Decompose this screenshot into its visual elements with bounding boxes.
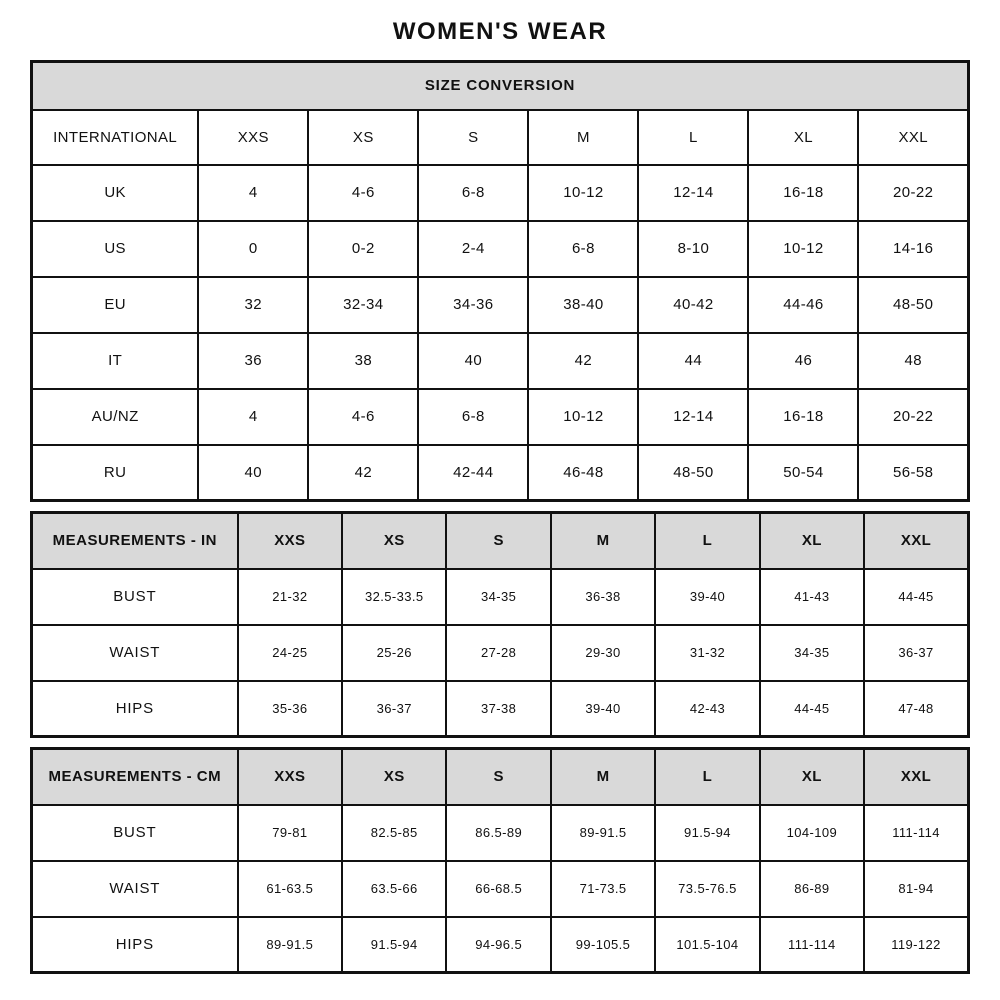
measurements-in-table	[30, 511, 970, 738]
size-column-header: M	[551, 749, 655, 805]
value-cell: 66-68.5	[446, 861, 550, 917]
value-cell: 111-114	[864, 805, 968, 861]
table-row	[32, 221, 969, 277]
value-cell: 99-105.5	[551, 917, 655, 973]
value-cell: 86.5-89	[446, 805, 550, 861]
value-cell: 89-91.5	[551, 805, 655, 861]
table-label-header: MEASUREMENTS - IN	[32, 513, 238, 569]
value-cell: 2-4	[418, 221, 528, 277]
value-cell: 73.5-76.5	[655, 861, 759, 917]
value-cell: 40	[418, 333, 528, 389]
row-label: WAIST	[32, 861, 238, 917]
value-cell: 91.5-94	[342, 917, 446, 973]
value-cell: 42-44	[418, 445, 528, 501]
value-cell: 14-16	[858, 221, 968, 277]
measurements-cm-header-row	[32, 749, 969, 805]
value-cell: 38	[308, 333, 418, 389]
value-cell: 48	[858, 333, 968, 389]
row-label: IT	[32, 333, 199, 389]
table-row	[32, 277, 969, 333]
value-cell: 32.5-33.5	[342, 569, 446, 625]
size-column-header: XL	[760, 513, 864, 569]
value-cell: 10-12	[748, 221, 858, 277]
size-column-header: S	[446, 513, 550, 569]
value-cell: 46	[748, 333, 858, 389]
value-cell: 48-50	[638, 445, 748, 501]
size-column-header: XXS	[198, 110, 308, 165]
value-cell: 91.5-94	[655, 805, 759, 861]
value-cell: 44-45	[760, 681, 864, 737]
row-label: BUST	[32, 569, 238, 625]
row-label: HIPS	[32, 681, 238, 737]
value-cell: 12-14	[638, 165, 748, 221]
value-cell: 61-63.5	[238, 861, 342, 917]
size-column-header: XXS	[238, 513, 342, 569]
value-cell: 104-109	[760, 805, 864, 861]
value-cell: 41-43	[760, 569, 864, 625]
value-cell: 20-22	[858, 389, 968, 445]
page-title: WOMEN'S WEAR	[392, 18, 608, 45]
value-cell: 10-12	[528, 389, 638, 445]
value-cell: 56-58	[858, 445, 968, 501]
row-label: US	[32, 221, 199, 277]
value-cell: 31-32	[655, 625, 759, 681]
value-cell: 32	[198, 277, 308, 333]
value-cell: 36	[198, 333, 308, 389]
size-conversion-banner-row	[32, 62, 969, 110]
value-cell: 36-37	[864, 625, 968, 681]
table-row	[32, 165, 969, 221]
size-column-header: XL	[760, 749, 864, 805]
value-cell: 6-8	[418, 389, 528, 445]
value-cell: 86-89	[760, 861, 864, 917]
value-cell: 4	[198, 389, 308, 445]
value-cell: 34-35	[760, 625, 864, 681]
measurements-in-header-row	[32, 513, 969, 569]
value-cell: 12-14	[638, 389, 748, 445]
row-label: EU	[32, 277, 199, 333]
value-cell: 6-8	[528, 221, 638, 277]
size-column-header: XS	[308, 110, 418, 165]
value-cell: 16-18	[748, 389, 858, 445]
value-cell: 40	[198, 445, 308, 501]
table-label-header: INTERNATIONAL	[32, 110, 199, 165]
value-cell: 10-12	[528, 165, 638, 221]
value-cell: 79-81	[238, 805, 342, 861]
value-cell: 34-36	[418, 277, 528, 333]
value-cell: 44-46	[748, 277, 858, 333]
value-cell: 119-122	[864, 917, 968, 973]
value-cell: 81-94	[864, 861, 968, 917]
value-cell: 6-8	[418, 165, 528, 221]
value-cell: 32-34	[308, 277, 418, 333]
table-row	[32, 805, 969, 861]
value-cell: 34-35	[446, 569, 550, 625]
table-row	[32, 917, 969, 973]
value-cell: 37-38	[446, 681, 550, 737]
value-cell: 21-32	[238, 569, 342, 625]
value-cell: 4	[198, 165, 308, 221]
measurements-cm-table	[30, 747, 970, 974]
value-cell: 20-22	[858, 165, 968, 221]
value-cell: 44-45	[864, 569, 968, 625]
table-row	[32, 625, 969, 681]
size-column-header: XXL	[864, 749, 968, 805]
value-cell: 39-40	[551, 681, 655, 737]
value-cell: 38-40	[528, 277, 638, 333]
value-cell: 16-18	[748, 165, 858, 221]
size-column-header: XL	[748, 110, 858, 165]
table-row	[32, 861, 969, 917]
value-cell: 48-50	[858, 277, 968, 333]
value-cell: 47-48	[864, 681, 968, 737]
size-column-header: XXS	[238, 749, 342, 805]
value-cell: 63.5-66	[342, 861, 446, 917]
value-cell: 111-114	[760, 917, 864, 973]
row-label: UK	[32, 165, 199, 221]
value-cell: 36-37	[342, 681, 446, 737]
row-label: WAIST	[32, 625, 238, 681]
size-column-header: L	[638, 110, 748, 165]
value-cell: 42	[308, 445, 418, 501]
size-conversion-banner: SIZE CONVERSION	[32, 62, 969, 110]
size-column-header: XXL	[864, 513, 968, 569]
row-label: BUST	[32, 805, 238, 861]
value-cell: 27-28	[446, 625, 550, 681]
row-label: HIPS	[32, 917, 238, 973]
value-cell: 4-6	[308, 165, 418, 221]
value-cell: 44	[638, 333, 748, 389]
row-label: AU/NZ	[32, 389, 199, 445]
value-cell: 0	[198, 221, 308, 277]
size-column-header: XXL	[858, 110, 968, 165]
row-label: RU	[32, 445, 199, 501]
value-cell: 42-43	[655, 681, 759, 737]
value-cell: 89-91.5	[238, 917, 342, 973]
size-column-header: XS	[342, 513, 446, 569]
size-column-header: XS	[342, 749, 446, 805]
table-row	[32, 333, 969, 389]
value-cell: 24-25	[238, 625, 342, 681]
value-cell: 94-96.5	[446, 917, 550, 973]
value-cell: 0-2	[308, 221, 418, 277]
size-column-header: M	[528, 110, 638, 165]
value-cell: 29-30	[551, 625, 655, 681]
value-cell: 101.5-104	[655, 917, 759, 973]
table-row	[32, 389, 969, 445]
value-cell: 35-36	[238, 681, 342, 737]
table-label-header: MEASUREMENTS - CM	[32, 749, 238, 805]
table-row	[32, 569, 969, 625]
size-conversion-table	[30, 60, 970, 502]
value-cell: 46-48	[528, 445, 638, 501]
value-cell: 82.5-85	[342, 805, 446, 861]
value-cell: 4-6	[308, 389, 418, 445]
value-cell: 50-54	[748, 445, 858, 501]
size-column-header: L	[655, 749, 759, 805]
value-cell: 40-42	[638, 277, 748, 333]
size-column-header: S	[446, 749, 550, 805]
value-cell: 71-73.5	[551, 861, 655, 917]
size-column-header: M	[551, 513, 655, 569]
value-cell: 36-38	[551, 569, 655, 625]
value-cell: 39-40	[655, 569, 759, 625]
value-cell: 42	[528, 333, 638, 389]
table-row	[32, 681, 969, 737]
value-cell: 8-10	[638, 221, 748, 277]
value-cell: 25-26	[342, 625, 446, 681]
table-row	[32, 445, 969, 501]
size-conversion-header-row	[32, 110, 969, 165]
size-column-header: S	[418, 110, 528, 165]
size-column-header: L	[655, 513, 759, 569]
